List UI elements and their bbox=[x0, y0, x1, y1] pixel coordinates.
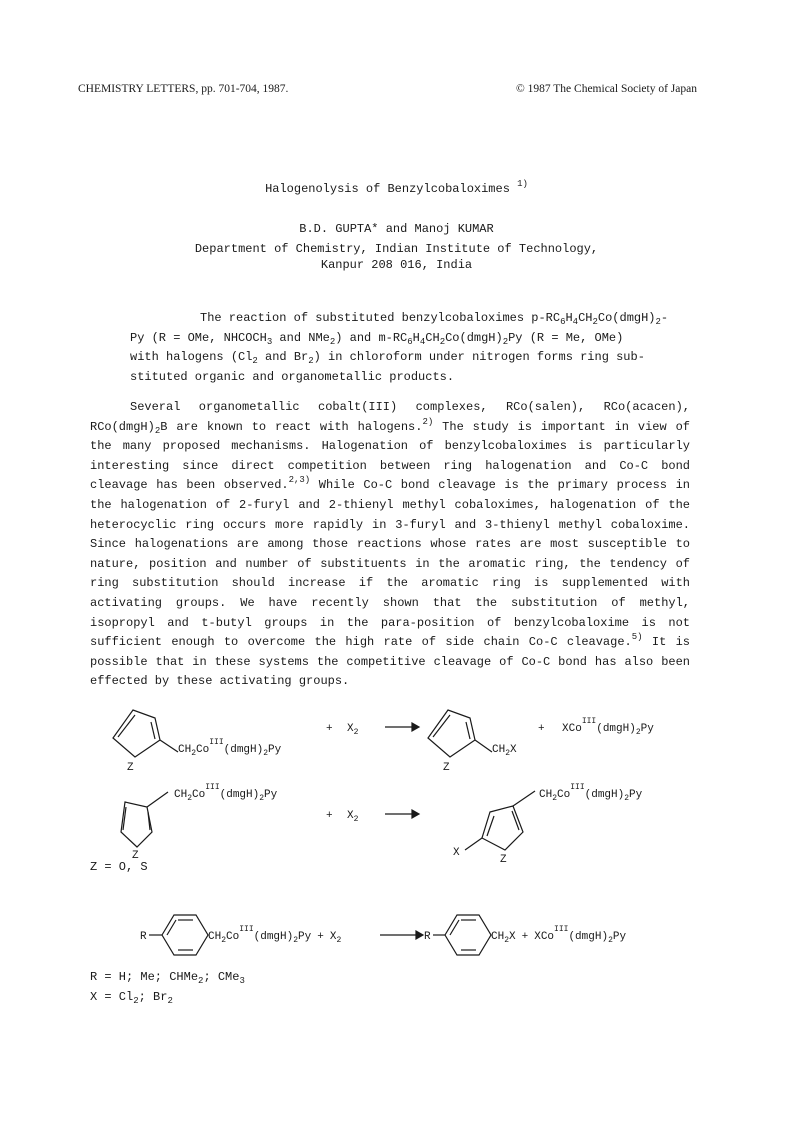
plus-sign-2: + bbox=[538, 723, 545, 735]
product-2-halomethyl-heterocycle bbox=[428, 710, 517, 774]
authors: B.D. GUPTA* and Manoj KUMAR bbox=[299, 222, 494, 236]
abstract-line-3: with halogens ($Cl_2$ and $Br_2$) in chloroform under nitrogen forms ring sub- bbox=[130, 350, 645, 366]
svg-text:CH2CoIII(dmgH)2Py: $CH_2Co^{III}(dmgH)_2Py$ bbox=[539, 783, 643, 803]
svg-text:Z: Z bbox=[443, 762, 450, 774]
product-benzyl-halide bbox=[424, 915, 626, 955]
halogen-x2-1: X bbox=[347, 723, 354, 735]
copyright-notice: © 1987 The Chemical Society of Japan bbox=[516, 83, 697, 95]
svg-text:CH2X+XCoIII(dmgH)2Py: $CH_2X$ + $XCo^{III}(dmgH)_2Py$ bbox=[491, 925, 627, 945]
affiliation-line-2: Kanpur 208 016, India bbox=[320, 258, 473, 272]
svg-text:X2: $X_2$ bbox=[347, 723, 359, 737]
ref-2-3: 2,3) bbox=[288, 475, 311, 486]
ref-5: 5) bbox=[631, 632, 643, 643]
product-ring-halogenated bbox=[453, 783, 643, 866]
abstract-line-4: stituted organic and organometallic products. bbox=[130, 369, 455, 384]
title-ref: 1) bbox=[517, 179, 528, 189]
body-paragraph: Several organometallic cobalt(III) complexes, RCo(salen), RCo(acacen), $RCo(dmgH)_2B$ are known to react with halogens.$^{2)}$ The study is important in view of the many proposed mechanisms. Halogenation of benzylcobaloximes is particularly interesting since direct competition between ring halogenation and Co-C bond cleavage has been observed.$^{2,3)}$ While Co-C bond cleavage is the primary process in the halogenation of 2-furyl and 2-thienyl methyl cobaloximes, halogenation of the heterocyclic ring occurs more rapidly in 3-furyl and 3-thienyl methyl cobaloxime. Since halogenations are among those reactions whose rates are most susceptible to nature, position and number of substituents in the aromatic ring, the tendency of ring substitution should increase if the aromatic ring is supplemented with activating groups. We have recently shown that the substitution of methyl, isopropyl and t-butyl groups in the para-position of benzylcobaloxime is not sufficient enough to overcome the high rate of side chain Co-C cleavage.$^{5)}$ It is possible that in these systems the competitive cleavage of Co-C bond has also been effected by these activating groups. bbox=[90, 400, 690, 689]
arrow-3 bbox=[380, 931, 423, 939]
ref-2: 2) bbox=[422, 416, 434, 427]
svg-text:CH2CoIII(dmgH)2Py: $CH_2Co^{III}(dmgH)_2Py$ bbox=[178, 738, 282, 758]
legend-z: Z = O, S bbox=[90, 860, 148, 874]
arrow-1 bbox=[385, 723, 419, 731]
reactant-benzyl bbox=[140, 915, 341, 955]
journal-citation: CHEMISTRY LETTERS, pp. 701-704, 1987. bbox=[78, 83, 289, 95]
svg-text:CH2CoIII(dmgH)2Py: $CH_2Co^{III}(dmgH)_2Py$ bbox=[174, 783, 278, 803]
legend-x: $X = Cl_2$; $Br_2$ bbox=[90, 990, 173, 1006]
abstract-line-1: The reaction of substituted benzylcobaloximes $p-RC_6H_4CH_2Co(dmgH)_2-$ bbox=[200, 311, 669, 327]
z-label-1: Z bbox=[127, 762, 134, 774]
halogen-x2-2: X bbox=[347, 810, 354, 822]
reactant-3-furyl-thienyl bbox=[121, 783, 278, 862]
plus-sign-1: + bbox=[326, 723, 333, 735]
affiliation-line-1: Department of Chemistry, Indian Institute of Technology, bbox=[194, 242, 599, 256]
reactant-2-furyl-thienyl bbox=[113, 710, 282, 774]
svg-text:R: R bbox=[140, 931, 147, 943]
svg-text:Z: Z bbox=[500, 854, 507, 866]
svg-text:CH2X: $CH_2X$ bbox=[492, 744, 517, 758]
co-byproduct-1: $XCo^{III}(dmgH)_2Py$ bbox=[562, 717, 654, 737]
title-text: Halogenolysis of Benzylcobaloximes bbox=[265, 182, 510, 196]
svg-text:R: R bbox=[424, 931, 431, 943]
svg-text:CH2CoIII(dmgH)2Py+X2: $CH_2Co^{III}(dmgH)_2Py + X_2$ bbox=[208, 925, 342, 945]
abstract-line-2: Py (R = OMe, $NHCOCH_3$ and NMe$_2$) and $m-RC_6H_4CH_2Co(dmgH)_2Py$ (R = Me, OMe) bbox=[130, 330, 624, 347]
plus-sign-3: + bbox=[326, 810, 333, 822]
legend-r: R = H; Me; CHMe$_2$; CMe$_3$ bbox=[90, 970, 245, 986]
svg-text:X: X bbox=[453, 847, 460, 859]
svg-text:Z: Z bbox=[132, 850, 139, 862]
arrow-2 bbox=[385, 810, 419, 818]
svg-text:X2: $X_2$ bbox=[347, 810, 359, 824]
